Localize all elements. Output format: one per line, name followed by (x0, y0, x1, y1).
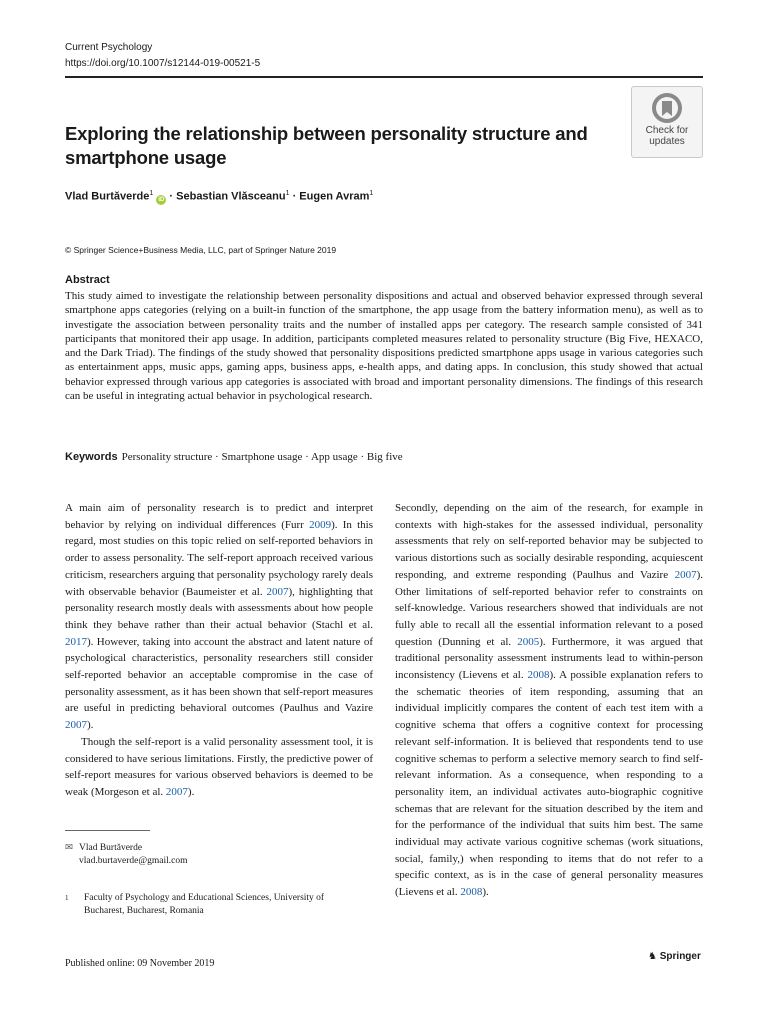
paragraph (395, 500, 703, 901)
paragraph (65, 500, 373, 734)
author-affiliation: 1 (149, 190, 154, 197)
citation-link[interactable]: 2007 (266, 585, 289, 598)
abstract-heading: Abstract (65, 274, 110, 286)
published-date: Published online: 09 November 2019 (65, 958, 215, 969)
citation-link[interactable]: 2017 (65, 635, 87, 648)
footnote-rule (65, 830, 150, 831)
body-text: ). In this regard, most studies on this topic relied on self-reported behaviors in order to assess personality. The self-report approach received various criticism, researchers arguing that personality psychology rarely deals with observable behavior (Baumeister et al. (65, 518, 373, 598)
body-text: ). A possible explanation refers to the schematic theories of item responding, assuming that an individual implicitly compares the content of each test item with a cognitive schema that offers a cognitive context for processing relevant self-information. It is believed that respondents tend to use cognitive schemas to perform a selective memory search to find self-relevant information. As a consequence, when responding to a personality item, an individual activates auto-biographic cognitive schemas that are relevant for the situation described by the item and for the performance of the individual that suits him best. The same individual may activate various cognitive schemas (work situations, social, family,) when responding to items that do not refer to a specific context, as is in the case of general personality measures (Lievens et al. (395, 669, 703, 899)
check-label-2: updates (649, 136, 685, 147)
keywords-text: Personality structure · Smartphone usage · App usage · Big five (121, 451, 403, 463)
citation-link[interactable]: 2007 (165, 785, 188, 798)
publisher-name: Springer (659, 951, 701, 962)
right-column (395, 500, 703, 901)
body-text: A main aim of personality research is to predict and interpret behavior by relying on individual differences (Furr (65, 502, 373, 531)
body-text: Secondly, depending on the aim of the research, for example in contexts with high-stakes for the assessed individual, personality assessments that rely on self-reported behavior may be subjected to various distortions such as socially desirable responding, acquiescent responding, and extreme responding (Paulhus and Vazire (395, 502, 703, 581)
body-text: ), highlighting that personality research mostly deals with assessments about how people think they behave rather than their actual behavior (Stachl et al. (65, 585, 373, 631)
body-text: ). (482, 886, 489, 899)
correspondence-footnote (65, 842, 187, 868)
author-list (65, 190, 373, 205)
body-text: ). However, taking into account the abstract and latent nature of psychological characteristics, personality researchers still consider self-reported behavior an acceptable compromise in the case of personality assessment, as it has been shown that self-report measures are useful in predicting behavioral outcomes (Paulhus and Vazire (65, 635, 373, 715)
keywords-label: Keywords (65, 451, 118, 463)
affiliation-text: Faculty of Psychology and Educational Sciences, University of Bucharest, Bucharest, Romania (84, 893, 325, 916)
body-text: ). Other limitations of self-reported behavior refer to constraints on self-knowledge. Various researchers showed that individuals are not fully able to recall all the essential information relevant to a posed question (Dunning et al. (395, 568, 703, 648)
publisher-logo (648, 951, 701, 962)
body-text: ). Furthermore, it was argued that traditional personality assessment instruments lead to within-person inconsistency (Lievens et al. (395, 635, 703, 682)
author-name[interactable]: Vlad Burtăverde (65, 190, 150, 203)
abstract-text: This study aimed to investigate the relationship between personality dispositions and actual and observed behavior expressed through several smartphone apps categories (relying on a built-in function of the smartphone, the app usage from the battery information menu), as well as to investigate the association between personality traits and the number of installed apps per category. The research sample consisted of 341 participants that monitored their app usage. In addition, participants completed measures related to personality structure (Big Five, HEXACO, and the Dark Triad). The findings of the study showed that personality dispositions predicted smartphone apps usage in various categories such as entertainment apps, music apps, gaming apps, business apps, e-health apps, and dating apps. In conclusion, this study showed that actual behavior expressed through various app categories is associated with broad and important personality dimensions. The findings of this research can be useful in integrating actual behavior in psychological research. (65, 290, 703, 403)
bookmark-icon (650, 91, 684, 125)
doi-link[interactable]: https://doi.org/10.1007/s12144-019-00521-5 (65, 58, 261, 69)
citation-link[interactable]: 2005 (517, 635, 540, 648)
left-column (65, 500, 373, 801)
orcid-icon[interactable]: iD (158, 196, 165, 203)
body-text: ). (87, 719, 94, 732)
author-affiliation: 1 (285, 190, 290, 197)
contact-name: Vlad Burtăverde (79, 843, 143, 853)
body-text: Though the self-report is a valid personality assessment tool, it is considered to have serious limitations. Firstly, the predictive power of self-report measures for various observed behaviors is deemed to be weak (Morgeson et al. (65, 735, 373, 798)
citation-link[interactable]: 2009 (309, 518, 332, 531)
citation-link[interactable]: 2008 (460, 886, 483, 899)
envelope-icon: ✉ (65, 843, 73, 853)
author-name[interactable]: Eugen Avram (299, 190, 370, 203)
body-text: ). (187, 785, 195, 798)
journal-header (65, 40, 260, 72)
article-title: Exploring the relationship between personality structure and smartphone usage (65, 123, 588, 168)
affiliation-footnote (65, 892, 365, 918)
header-rule (65, 76, 703, 78)
check-for-updates-badge[interactable] (631, 86, 703, 158)
springer-horse-icon: ♞ (648, 951, 657, 962)
contact-email[interactable]: vlad.burtaverde@gmail.com (79, 856, 188, 866)
author-affiliation: 1 (369, 190, 374, 197)
citation-link[interactable]: 2007 (65, 719, 87, 732)
copyright-notice: © Springer Science+Business Media, LLC, part of Springer Nature 2019 (65, 245, 337, 255)
abstract-section (65, 273, 703, 403)
author-separator: · (169, 190, 174, 203)
check-label-1: Check for (645, 125, 689, 136)
keywords-line (65, 451, 403, 463)
author-separator: · (292, 190, 297, 203)
citation-link[interactable]: 2008 (527, 669, 550, 682)
author-name[interactable]: Sebastian Vlăsceanu (176, 190, 286, 203)
citation-link[interactable]: 2007 (674, 568, 697, 581)
paragraph (65, 734, 373, 801)
affiliation-number: 1 (65, 894, 69, 902)
journal-name: Current Psychology (65, 42, 153, 53)
